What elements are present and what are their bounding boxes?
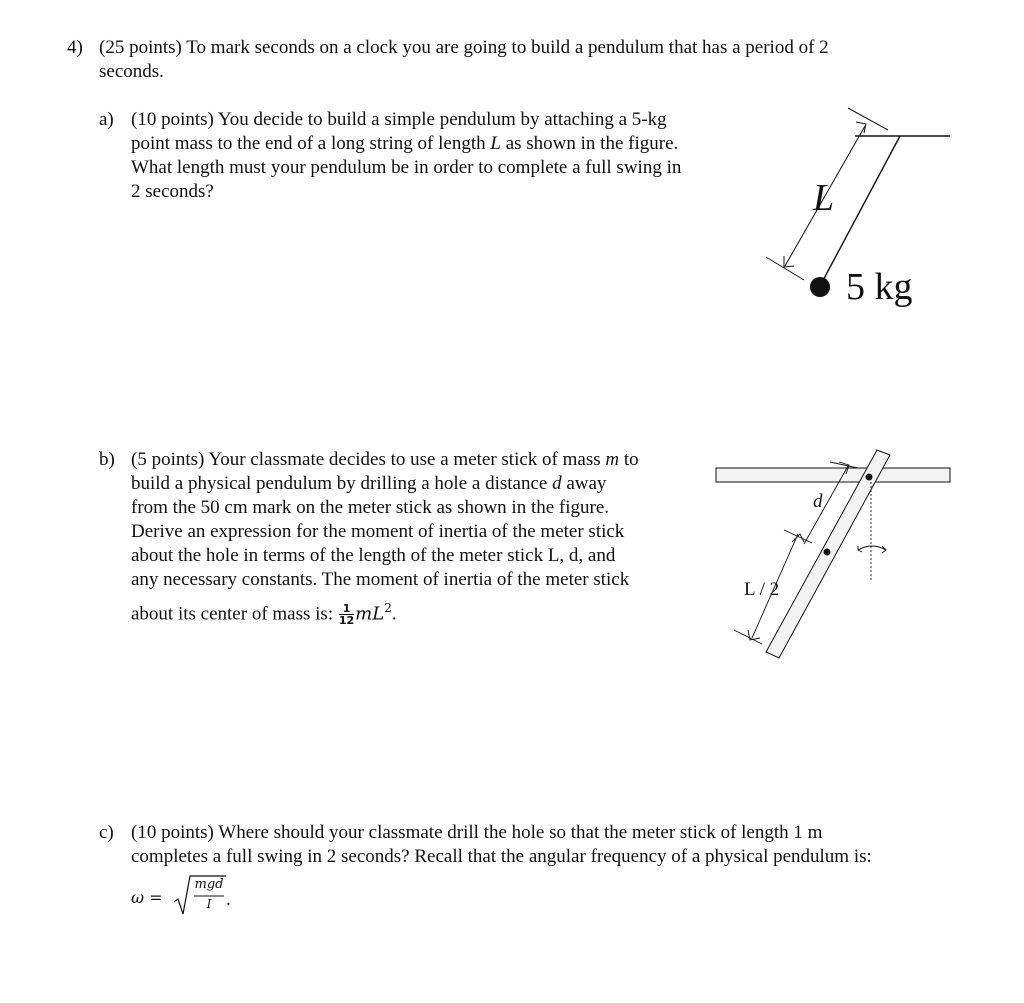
part-b-line1: (5 points) Your classmate decides to use a meter stick of mass m to: [131, 449, 639, 470]
problem-number: 4): [67, 37, 83, 58]
radical-denominator: I: [206, 897, 212, 911]
part-c-line1: (10 points) Where should your classmate drill the hole so that the meter stick of length 1 m: [131, 822, 823, 843]
part-a-line1: (10 points) You decide to build a simple pendulum by attaching a 5-kg: [131, 109, 667, 130]
part-a-line2: point mass to the end of a long string of length L as shown in the figure.: [131, 133, 679, 154]
omega-equals: ω =: [131, 888, 163, 907]
part-b-line7: about its center of mass is: $\frac{1}{12}$ $mL^2$.: [131, 601, 397, 628]
part-b-line2: build a physical pendulum by drilling a hole a distance d away: [131, 473, 607, 494]
part-c-label: c): [99, 822, 114, 843]
part-a-line3: What length must your pendulum be in order to complete a full swing in: [131, 157, 682, 178]
mass-label: 5 kg: [846, 266, 913, 308]
point-mass: [810, 277, 830, 297]
fraction-one-twelfth: $\frac{1}{12}$: [338, 602, 355, 628]
problem-statement-line1: (25 points) To mark seconds on a clock you are going to build a pendulum that has a period of 2: [99, 37, 829, 58]
center-of-mass-dot: [824, 549, 831, 556]
part-c-line2: completes a full swing in 2 seconds? Recall that the angular frequency of a physical pendulum is:: [131, 846, 872, 867]
part-a-label: a): [99, 109, 114, 130]
problem-statement-line2: seconds.: [99, 61, 164, 82]
length-label-L: L: [813, 177, 835, 219]
part-a-line4: 2 seconds?: [131, 181, 214, 202]
pivot-hole: [866, 474, 873, 481]
part-b-line5: about the hole in terms of the length of the meter stick L, d, and: [131, 545, 616, 566]
part-c-period: .: [226, 889, 231, 910]
part-b-label: b): [99, 449, 115, 470]
radical-numerator: mgd: [194, 877, 224, 892]
physical-pendulum-figure: [712, 442, 957, 664]
half-length-label: L / 2: [744, 579, 780, 600]
part-b-line6: any necessary constants. The moment of inertia of the meter stick: [131, 569, 630, 590]
part-b-line4: Derive an expression for the moment of inertia of the meter stick: [131, 521, 625, 542]
part-b-line3: from the 50 cm mark on the meter stick as shown in the figure.: [131, 497, 610, 518]
support-bar: [716, 468, 950, 482]
distance-label-d: d: [813, 491, 823, 512]
swing-arrow: [858, 546, 886, 550]
